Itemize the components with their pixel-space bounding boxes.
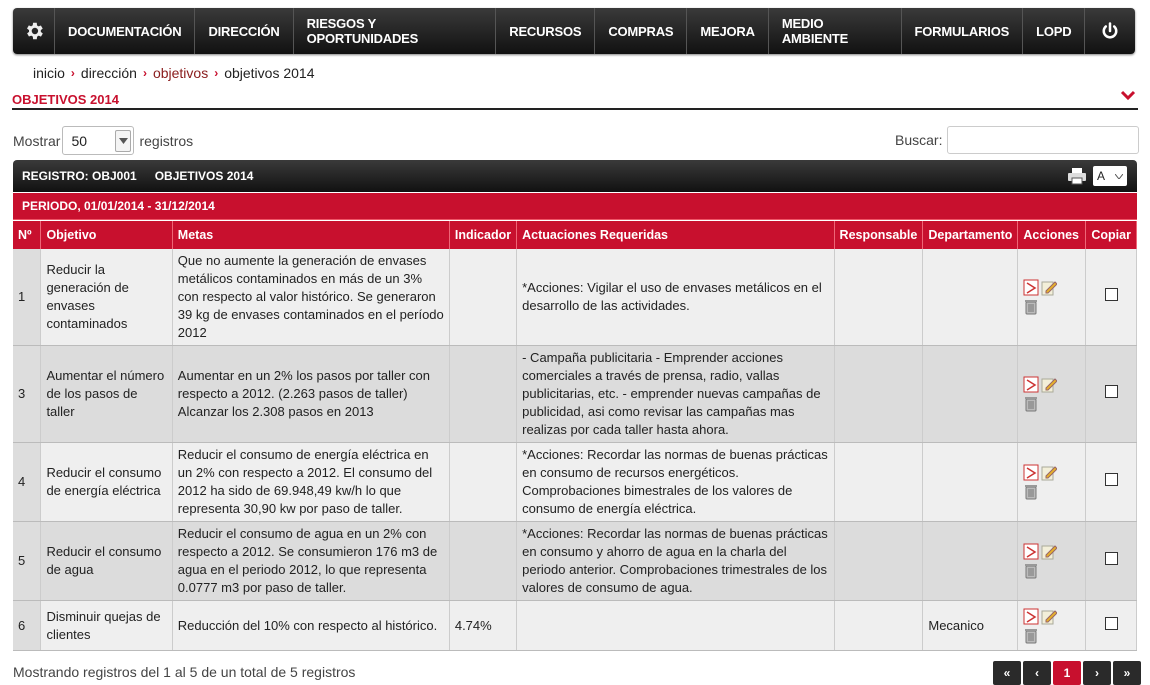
table-header-row	[13, 221, 1137, 249]
cell-num: 1	[13, 249, 41, 346]
trash-icon[interactable]	[1023, 298, 1039, 315]
cell-departamento	[923, 249, 1018, 346]
col-objetivo[interactable]: Objetivo	[41, 221, 172, 249]
copy-checkbox[interactable]	[1105, 552, 1118, 565]
cell-metas: Reducir el consumo de agua en un 2% con respecto a 2012. Se consumieron 176 m3 de agua en el periodo 2012, lo que representa 0.0777 m3 por paso de taller.	[172, 522, 449, 601]
cell-responsable	[834, 522, 923, 601]
cell-acciones	[1018, 522, 1086, 601]
cell-objetivo: Aumentar el número de los pasos de taller	[41, 346, 172, 443]
nav-compras[interactable]: COMPRAS	[595, 8, 687, 54]
trash-icon[interactable]	[1023, 627, 1039, 644]
cell-metas: Aumentar en un 2% los pasos por taller con respecto a 2012. (2.263 pasos de taller) Alcanzar los 2.308 pasos en 2013	[172, 346, 449, 443]
pager-prev[interactable]: ‹	[1023, 661, 1051, 685]
pdf-icon[interactable]	[1023, 608, 1039, 625]
section-title-text: OBJETIVOS 2014	[12, 92, 119, 107]
cell-responsable	[834, 249, 923, 346]
objectives-table	[13, 221, 1137, 651]
edit-icon[interactable]	[1041, 464, 1057, 481]
cell-actuaciones	[517, 601, 834, 651]
show-label: Mostrar	[13, 132, 61, 149]
cell-metas: Reducir el consumo de energía eléctrica en un 2% con respecto a 2012. El consumo del 2012 ha sido de 69.948,49 kw/h lo que representa 30,90 kw por paso de taller.	[172, 443, 449, 522]
trash-icon[interactable]	[1023, 395, 1039, 412]
chevron-right-icon: ›	[214, 66, 219, 80]
cell-copiar	[1086, 522, 1137, 601]
nav-mejora[interactable]: MEJORA	[687, 8, 768, 54]
chevron-down-icon[interactable]	[1120, 88, 1136, 104]
font-size-select[interactable]	[1093, 166, 1127, 186]
cell-metas: Que no aumente la generación de envases metálicos contaminados en más de un 3% con respecto al valor histórico. Se generaron 39 kg de envases contaminados en el período 2012	[172, 249, 449, 346]
cell-acciones	[1018, 443, 1086, 522]
power-icon[interactable]	[1085, 8, 1135, 54]
copy-checkbox[interactable]	[1105, 473, 1118, 486]
cell-num: 5	[13, 522, 41, 601]
col-num[interactable]: Nº	[13, 221, 41, 249]
search-control	[895, 126, 1139, 154]
col-copiar: Copiar	[1086, 221, 1137, 249]
pdf-icon[interactable]	[1023, 543, 1039, 560]
page-size-select[interactable]	[62, 126, 134, 155]
table-name: OBJETIVOS 2014	[154, 169, 254, 183]
table-info: Mostrando registros del 1 al 5 de un total de 5 registros	[13, 664, 356, 680]
records-label: registros	[139, 132, 194, 149]
cell-num: 4	[13, 443, 41, 522]
page-size-control	[13, 126, 193, 155]
cell-acciones	[1018, 249, 1086, 346]
cell-indicador	[449, 443, 516, 522]
page-size-value: 50	[71, 132, 88, 149]
cell-indicador	[449, 249, 516, 346]
search-input[interactable]	[947, 126, 1139, 154]
table-title-bar	[13, 160, 1137, 192]
gear-icon[interactable]	[13, 8, 55, 54]
search-label: Buscar:	[895, 132, 943, 148]
cell-departamento	[923, 443, 1018, 522]
cell-metas: Reducción del 10% con respecto al histórico.	[172, 601, 449, 651]
chevron-right-icon: ›	[70, 66, 75, 80]
trash-icon[interactable]	[1023, 483, 1039, 500]
nav-medio-ambiente[interactable]: MEDIO AMBIENTE	[769, 8, 902, 54]
printer-icon[interactable]	[1067, 167, 1087, 185]
periodo-bar: PERIODO, 01/01/2014 - 31/12/2014	[13, 193, 1137, 220]
main-navbar	[13, 8, 1135, 54]
cell-indicador: 4.74%	[449, 601, 516, 651]
page-title	[12, 90, 1138, 110]
cell-responsable	[834, 346, 923, 443]
pager-next[interactable]: ›	[1083, 661, 1111, 685]
cell-copiar	[1086, 346, 1137, 443]
breadcrumb	[33, 65, 315, 81]
table-row	[13, 443, 1137, 522]
edit-icon[interactable]	[1041, 279, 1057, 296]
cell-departamento	[923, 346, 1018, 443]
cell-copiar	[1086, 249, 1137, 346]
table-row	[13, 346, 1137, 443]
col-metas[interactable]: Metas	[172, 221, 449, 249]
font-size-value: A	[1097, 169, 1106, 183]
pager-first[interactable]: «	[993, 661, 1021, 685]
breadcrumb-objetivos[interactable]: objetivos	[152, 65, 209, 81]
cell-objetivo: Reducir el consumo de energía eléctrica	[41, 443, 172, 522]
cell-responsable	[834, 443, 923, 522]
edit-icon[interactable]	[1041, 543, 1057, 560]
cell-acciones	[1018, 346, 1086, 443]
nav-recursos[interactable]: RECURSOS	[496, 8, 595, 54]
nav-riesgos[interactable]: RIESGOS Y OPORTUNIDADES	[294, 8, 497, 54]
cell-objetivo: Disminuir quejas de clientes	[41, 601, 172, 651]
nav-direccion[interactable]: DIRECCIÓN	[195, 8, 293, 54]
edit-icon[interactable]	[1041, 376, 1057, 393]
cell-indicador	[449, 346, 516, 443]
table-row	[13, 522, 1137, 601]
cell-departamento: Mecanico	[923, 601, 1018, 651]
pdf-icon[interactable]	[1023, 464, 1039, 481]
trash-icon[interactable]	[1023, 562, 1039, 579]
col-indicador[interactable]: Indicador	[449, 221, 516, 249]
registro-label: REGISTRO: OBJ001	[22, 169, 137, 183]
cell-objetivo: Reducir el consumo de agua	[41, 522, 172, 601]
chevron-down-icon	[115, 130, 131, 152]
cell-actuaciones: - Campaña publicitaria - Emprender acciones comerciales a través de prensa, radio, vallas publicitarias, etc. - emprender nuevas campañas de publicidad, asi como revisar las campañas mas realizas por cada taller hasta ahora.	[517, 346, 834, 443]
nav-documentacion[interactable]: DOCUMENTACIÓN	[55, 8, 195, 54]
copy-checkbox[interactable]	[1105, 617, 1118, 630]
pagination	[993, 661, 1141, 685]
col-responsable[interactable]: Responsable	[834, 221, 923, 249]
cell-responsable	[834, 601, 923, 651]
nav-lopd[interactable]: LOPD	[1023, 8, 1085, 54]
pager-page-1[interactable]: 1	[1053, 661, 1081, 685]
cell-copiar	[1086, 601, 1137, 651]
breadcrumb-current: objetivos 2014	[224, 65, 315, 81]
table-row	[13, 601, 1137, 651]
cell-actuaciones: *Acciones: Recordar las normas de buenas prácticas en consumo y ahorro de agua en la charla del periodo anterior. Comprobaciones trimestrales de los valores de consumo de agua.	[517, 522, 834, 601]
cell-objetivo: Reducir la generación de envases contaminados	[41, 249, 172, 346]
pager-last[interactable]: »	[1113, 661, 1141, 685]
col-departamento[interactable]: Departamento	[923, 221, 1018, 249]
cell-num: 6	[13, 601, 41, 651]
cell-indicador	[449, 522, 516, 601]
col-actuaciones[interactable]: Actuaciones Requeridas	[517, 221, 834, 249]
cell-copiar	[1086, 443, 1137, 522]
cell-actuaciones: *Acciones: Recordar las normas de buenas prácticas en consumo de recursos energéticos. Comprobaciones bimestrales de los valores de consumo de energía eléctrica.	[517, 443, 834, 522]
edit-icon[interactable]	[1041, 608, 1057, 625]
cell-num: 3	[13, 346, 41, 443]
breadcrumb-direccion[interactable]: dirección	[80, 65, 137, 81]
nav-formularios[interactable]: FORMULARIOS	[902, 8, 1024, 54]
copy-checkbox[interactable]	[1105, 385, 1118, 398]
cell-actuaciones: *Acciones: Vigilar el uso de envases metálicos en el desarrollo de las actividades.	[517, 249, 834, 346]
chevron-right-icon: ›	[142, 66, 147, 80]
pdf-icon[interactable]	[1023, 376, 1039, 393]
cell-departamento	[923, 522, 1018, 601]
copy-checkbox[interactable]	[1105, 288, 1118, 301]
col-acciones: Acciones	[1018, 221, 1086, 249]
cell-acciones	[1018, 601, 1086, 651]
pdf-icon[interactable]	[1023, 279, 1039, 296]
table-row	[13, 249, 1137, 346]
breadcrumb-inicio[interactable]: inicio	[33, 65, 65, 81]
table-tools	[1067, 166, 1127, 186]
